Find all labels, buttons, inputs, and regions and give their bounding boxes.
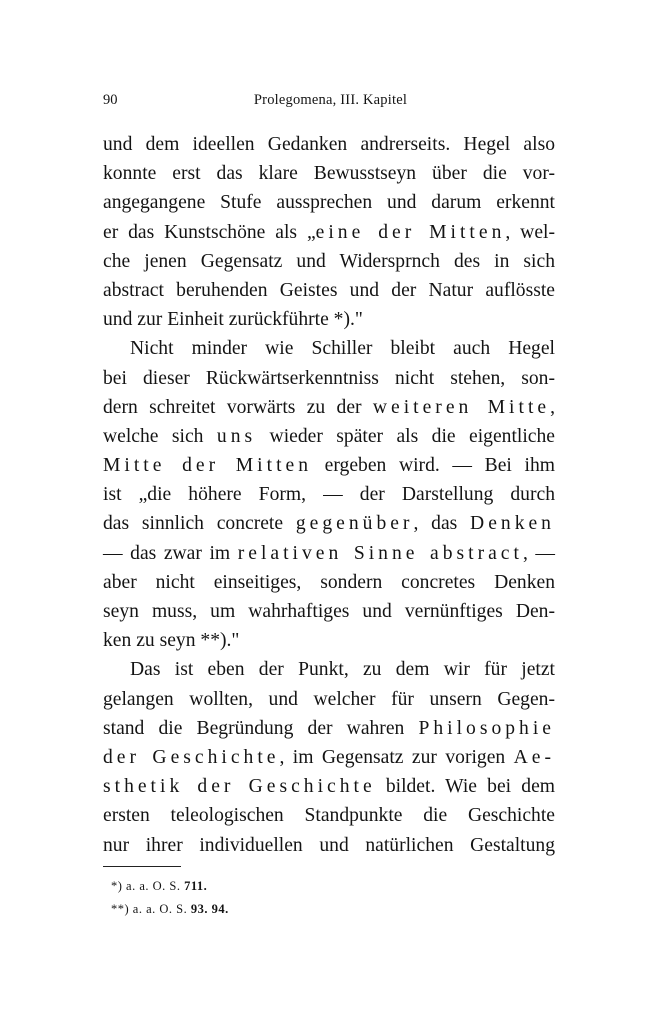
text-line	[103, 597, 555, 626]
text-line	[103, 364, 555, 393]
spaced-emphasis: uns	[216, 425, 257, 447]
spaced-emphasis: Ae-	[513, 746, 555, 768]
text-run: angegangene Stufe aussprechen und darum erkennt	[103, 192, 555, 214]
text-line	[103, 626, 555, 655]
running-head: Prolegomena, III. Kapitel	[253, 92, 408, 108]
spaced-emphasis: Mitte der Mitten	[103, 455, 313, 477]
text-line	[103, 539, 555, 568]
text-run: dern schreitet vorwärts zu der	[103, 396, 373, 418]
page-header	[103, 92, 558, 114]
paragraph	[103, 130, 555, 334]
text-run: bildet. Wie bei dem	[375, 776, 556, 798]
spaced-emphasis: Philosophie	[418, 717, 555, 739]
footnote	[111, 898, 229, 921]
footnote-citation: *) a. a. O. S.	[111, 879, 185, 893]
text-line	[103, 218, 555, 247]
text-line	[103, 772, 555, 801]
text-run: Das ist eben der Punkt, zu dem wir für jetzt	[130, 659, 555, 681]
text-run: , das	[413, 513, 471, 535]
text-line	[103, 393, 555, 422]
text-line	[103, 801, 555, 830]
text-line	[103, 831, 555, 860]
text-run: aber nicht einseitiges, sondern concretes Denken	[103, 571, 555, 593]
footnote	[111, 875, 229, 898]
text-run: — das zwar im	[103, 542, 238, 564]
text-line	[103, 188, 555, 217]
footnotes	[111, 875, 229, 921]
text-line	[103, 568, 555, 597]
text-line	[103, 655, 555, 684]
page-number: 90	[103, 92, 118, 108]
text-line	[103, 509, 555, 538]
text-run: , im Gegensatz zur vorigen	[279, 746, 514, 768]
text-line	[103, 480, 555, 509]
text-line	[103, 714, 555, 743]
text-run: konnte erst das klare Bewusstseyn über die vor-	[103, 163, 555, 185]
text-run: ist „die höhere Form, — der Darstellung durch	[103, 484, 555, 506]
text-line	[103, 159, 555, 188]
text-line	[103, 305, 555, 334]
text-run: ,	[550, 396, 555, 418]
text-run: welche sich	[103, 425, 217, 447]
text-line	[103, 276, 555, 305]
text-run: Nicht minder wie Schiller bleibt auch Hegel	[130, 338, 555, 360]
text-run: abstract beruhenden Geistes und der Natur auflösste	[103, 279, 555, 301]
text-run: und zur Einheit zurückführte *)."	[103, 309, 363, 331]
text-run: seyn muss, um wahrhaftiges und vernünftiges Den-	[103, 601, 555, 622]
body-text	[103, 130, 555, 860]
text-run: nur ihrer individuellen und natürlichen Gestaltung	[103, 834, 555, 856]
text-run: bei dieser Rückwärtserkenntniss nicht stehen, son-	[103, 367, 555, 389]
text-run: er das Kunstschöne als „	[103, 221, 316, 243]
text-line	[103, 247, 555, 276]
text-run: gelangen wollten, und welcher für unsern Gegen-	[103, 688, 555, 710]
text-line	[103, 130, 555, 159]
text-run: stand die Begründung der wahren	[103, 717, 419, 739]
text-run: und dem ideellen Gedanken andrerseits. Hegel also	[103, 134, 555, 155]
text-line	[103, 334, 555, 363]
text-line	[103, 422, 555, 451]
text-run: che jenen Gegensatz und Widersprnch des in sich	[103, 250, 555, 272]
paragraph	[103, 334, 555, 655]
text-run: ergeben wird. — Bei ihm	[312, 455, 555, 477]
footnote-page-ref: 711.	[184, 879, 208, 893]
text-line	[103, 685, 555, 714]
footnote-separator	[103, 866, 181, 867]
text-run: wieder später als die eigentliche	[256, 425, 555, 447]
text-run: , —	[522, 542, 555, 564]
footnote-citation: **) a. a. O. S.	[111, 902, 191, 916]
spaced-emphasis: weiteren Mitte	[372, 396, 551, 418]
spaced-emphasis: gegenüber	[295, 513, 414, 535]
spaced-emphasis: eine der Mitten	[315, 221, 506, 243]
text-run: ersten teleologischen Standpunkte die Geschichte	[103, 805, 555, 827]
text-run: ken zu seyn **)."	[103, 630, 240, 652]
spaced-emphasis: Denken	[470, 513, 555, 535]
text-line	[103, 451, 555, 480]
text-line	[103, 743, 555, 772]
footnote-page-ref: 93. 94.	[190, 902, 229, 916]
text-run: , wel-	[505, 221, 555, 243]
spaced-emphasis: der Geschichte	[103, 746, 280, 768]
spaced-emphasis: relativen Sinne abstract	[237, 542, 523, 564]
spaced-emphasis: sthetik der Geschichte	[103, 776, 376, 798]
text-run: das sinnlich concrete	[103, 513, 296, 535]
paragraph	[103, 655, 555, 859]
